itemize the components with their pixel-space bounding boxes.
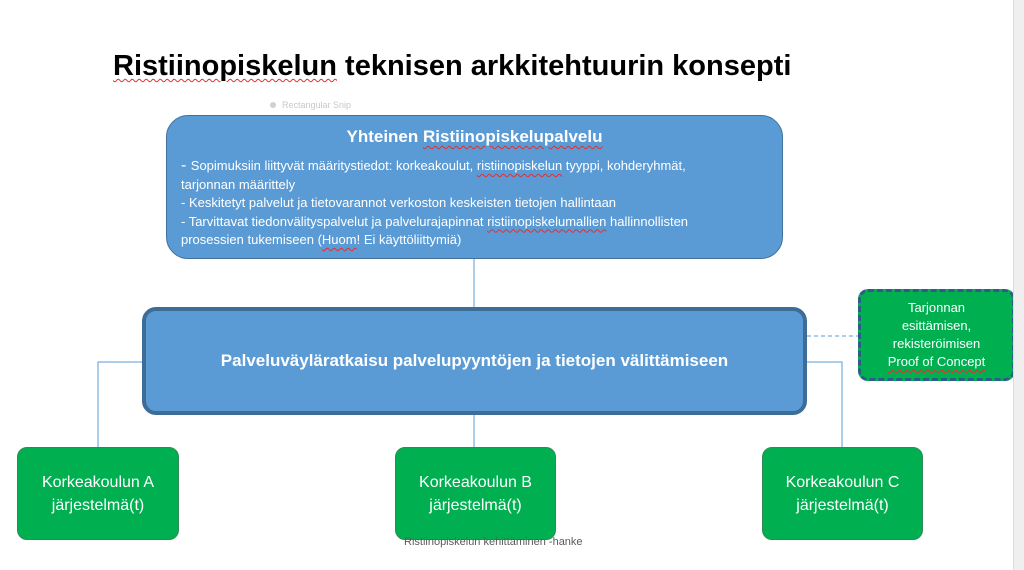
institution-b-name: Korkeakoulun B xyxy=(419,473,532,491)
service-bus-box xyxy=(142,307,807,415)
institution-c-box xyxy=(762,447,923,540)
service-line-1: - Sopimuksiin liittyvät määritystiedot: korkeakoulut, ristiinopiskelun tyyppi, kohderyhmät, xyxy=(181,157,686,174)
institution-c-systems: järjestelmä(t) xyxy=(796,496,889,514)
institution-b-systems: järjestelmä(t) xyxy=(429,496,522,514)
service-line-3: - Keskitetyt palvelut ja tietovarannot verkoston keskeisten tietojen hallintaan xyxy=(181,195,617,210)
connector-bus-hei-a xyxy=(98,362,142,447)
connector-bus-hei-c xyxy=(807,362,842,447)
scrollbar-strip[interactable] xyxy=(1013,0,1024,570)
poc-line-3: rekisteröimisen xyxy=(892,336,981,351)
poc-line-1: Tarjonnan xyxy=(907,300,966,315)
snip-dot-icon xyxy=(270,102,276,108)
title-rest: teknisen arkkitehtuurin konsepti xyxy=(336,50,792,82)
service-line-4: - Tarvittavat tiedonvälityspalvelut ja palvelurajapinnat ristiinopiskelumallien hallinnollisten xyxy=(181,213,689,229)
page-title xyxy=(113,50,791,83)
institution-a-name: Korkeakoulun A xyxy=(41,473,155,491)
snip-overlay-label: Rectangular Snip xyxy=(282,100,352,110)
proof-of-concept-box xyxy=(858,289,1015,381)
service-bus-label: Palveluväyläratkaisu palvelupyyntöjen ja tietojen välittämiseen xyxy=(220,351,729,370)
institution-b-box xyxy=(395,447,556,540)
institution-c-name: Korkeakoulun C xyxy=(785,473,900,491)
service-line-5: prosessien tukemiseen (Huom! Ei käyttöliittymiä) xyxy=(181,232,462,247)
institution-a-box xyxy=(17,447,179,540)
slide-footer: Ristiinopiskelun kehittäminen -hanke xyxy=(404,536,583,548)
shared-service-title: Yhteinen Ristiinopiskelupalvelu xyxy=(346,127,603,146)
service-line-2: tarjonnan määrittely xyxy=(181,176,296,192)
shared-service-box xyxy=(166,115,783,259)
poc-line-2: esittämisen, xyxy=(901,318,972,333)
snip-overlay-ghost xyxy=(270,96,420,114)
institution-a-systems: järjestelmä(t) xyxy=(51,496,145,514)
poc-line-4: Proof of Concept xyxy=(887,354,986,369)
shared-service-description xyxy=(181,157,771,250)
title-word-ristiinopiskelun: Ristiinopiskelun xyxy=(113,50,337,82)
